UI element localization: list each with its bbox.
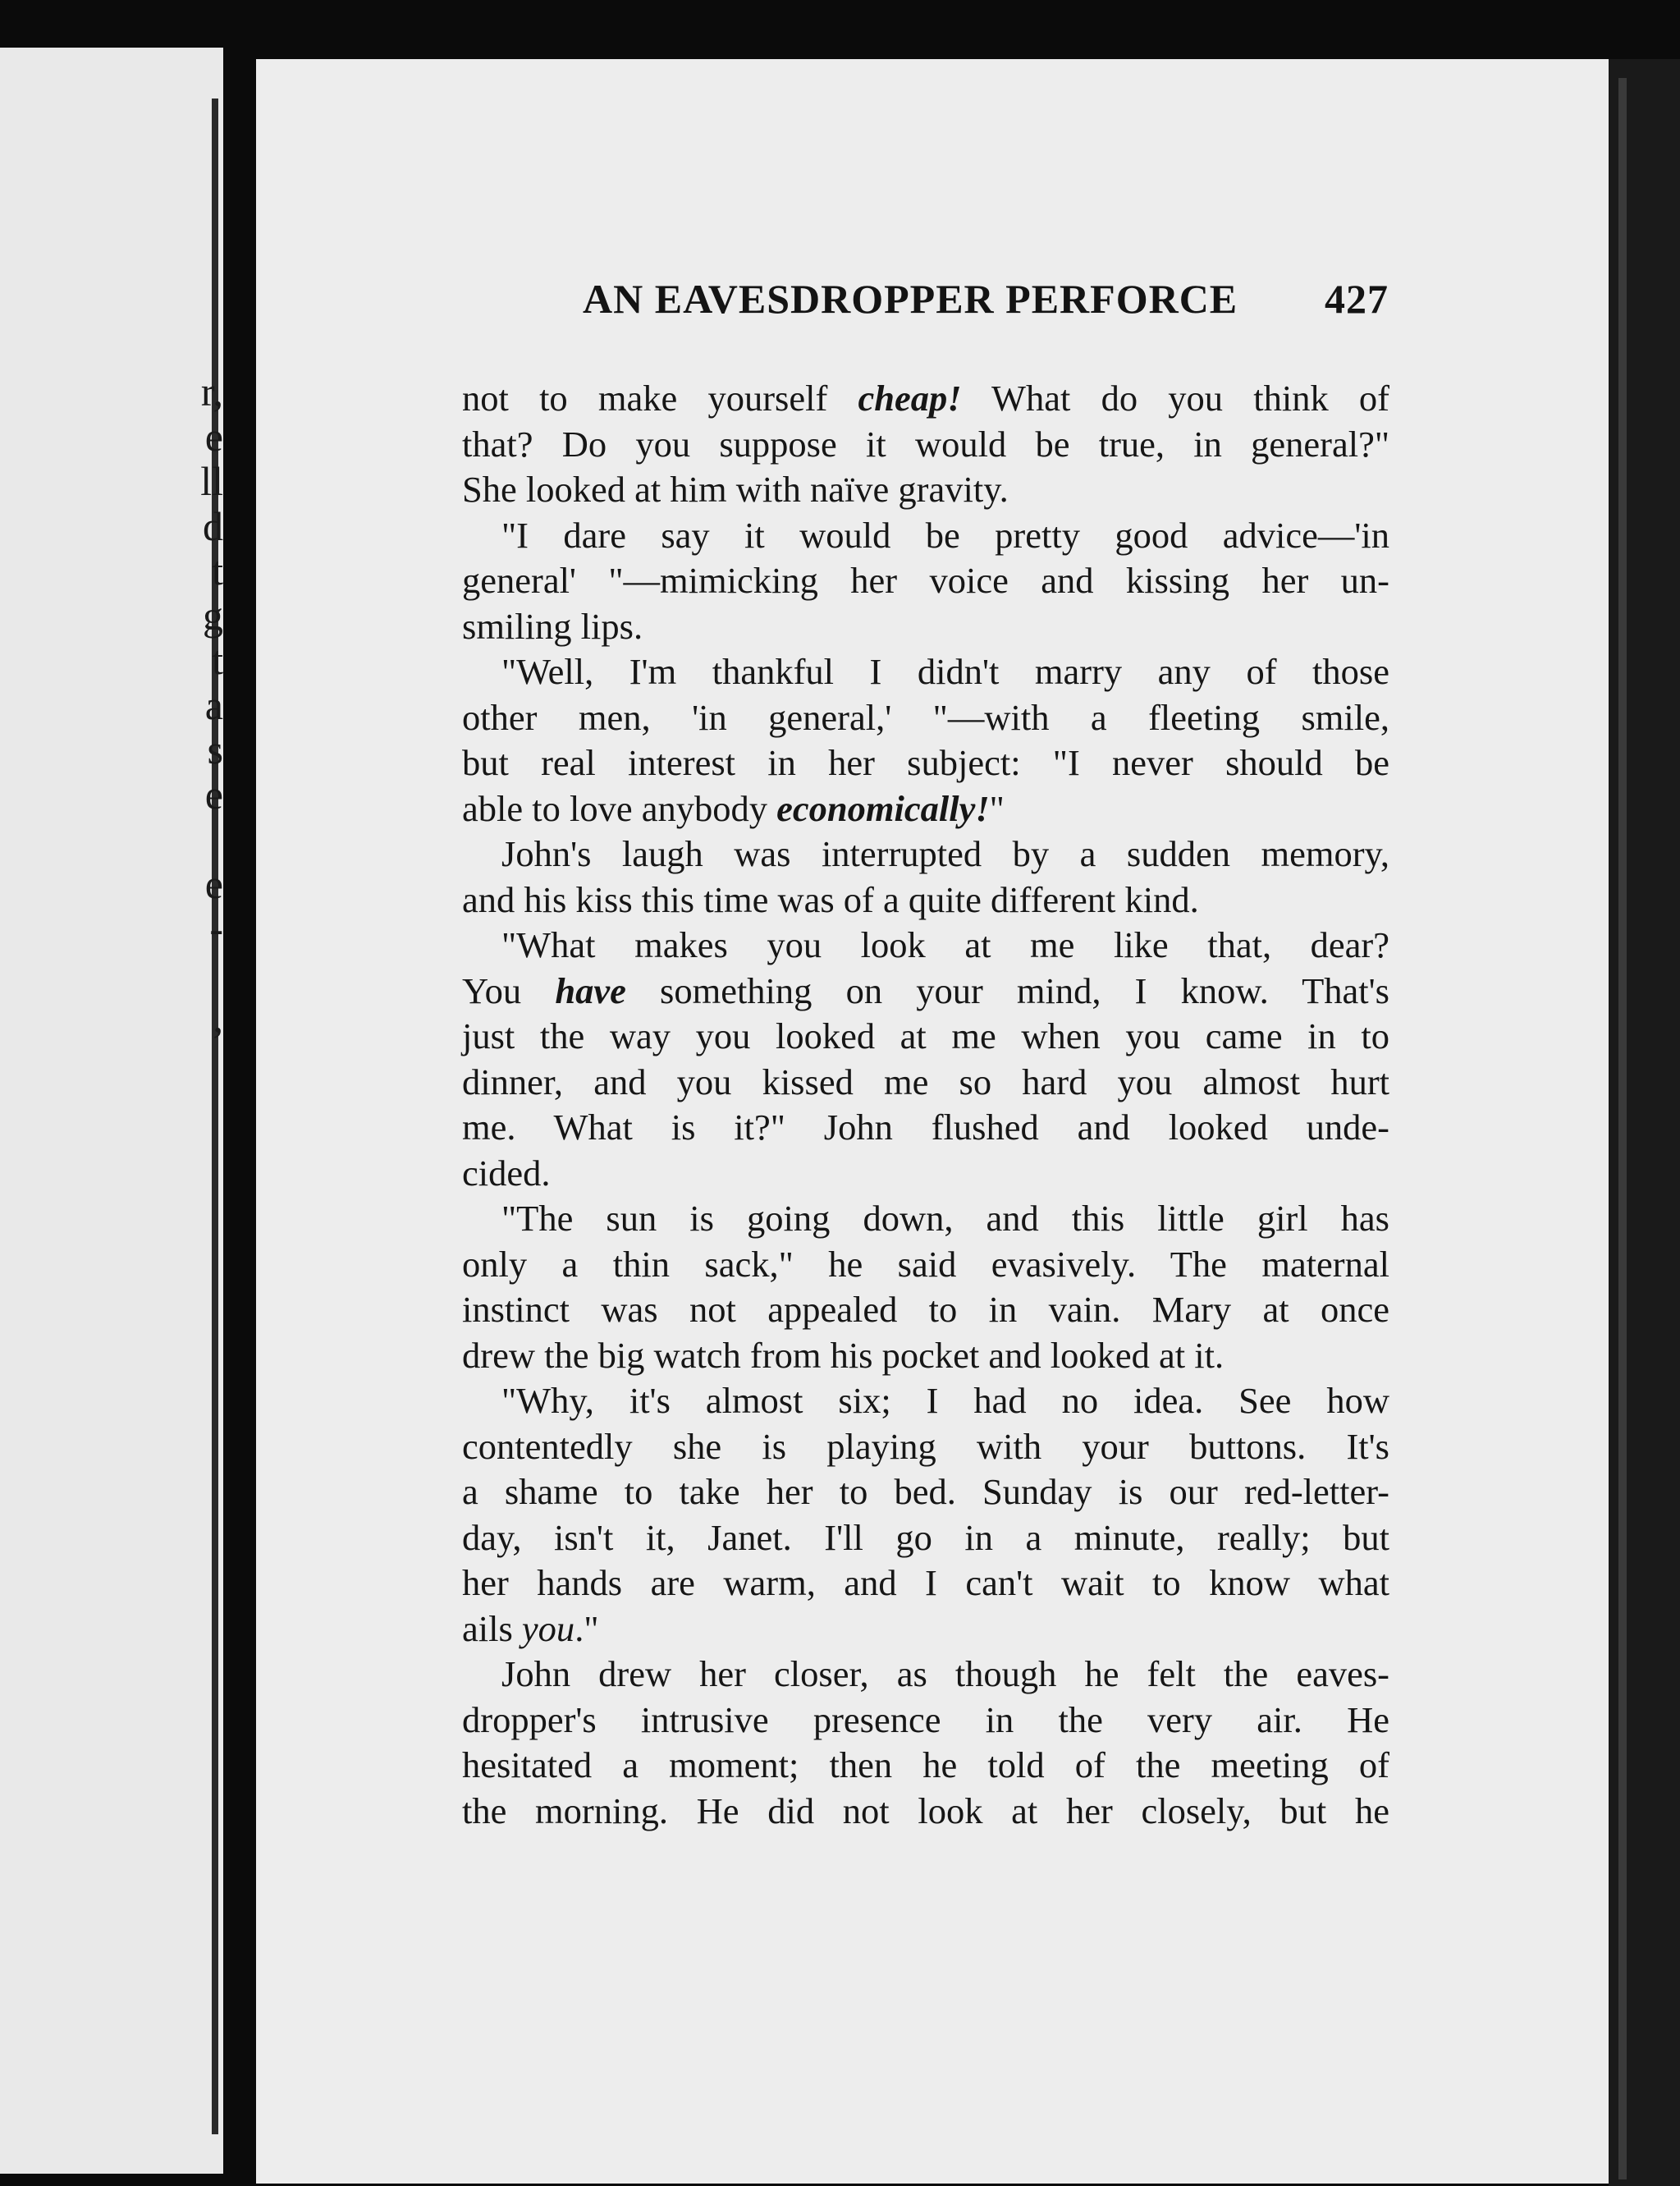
- text-segment: What do you think of: [961, 378, 1390, 419]
- emphasis: [776, 788, 990, 829]
- text-segment: dinner, and you kissed me so hard you almost hurt: [462, 1061, 1389, 1102]
- text-line: [462, 649, 1389, 695]
- emphasis: you: [521, 1607, 575, 1649]
- text-line: [462, 1424, 1389, 1470]
- text-line: [462, 1105, 1389, 1151]
- facing-page-fragment: ,: [213, 995, 223, 1041]
- text-line: [462, 923, 1389, 969]
- text-line: [462, 376, 1389, 422]
- text-segment: instinct was not appealed to in vain. Mary at once: [462, 1289, 1389, 1330]
- text-segment: "What makes you look at me like that, dear?: [501, 924, 1389, 965]
- facing-page-fragment: e: [204, 860, 223, 907]
- text-segment: able to love anybody: [462, 787, 777, 829]
- text-segment: cided.: [462, 1152, 551, 1194]
- facing-page-fragment: g: [203, 592, 223, 639]
- emphasis: [555, 970, 626, 1011]
- text-line: [462, 1789, 1389, 1835]
- facing-page-fragment: e: [204, 771, 223, 818]
- page-number: 427: [1325, 276, 1389, 322]
- text-segment: "Well, I'm thankful I didn't marry any of those: [501, 651, 1389, 692]
- facing-page-fragment: ll: [200, 458, 223, 504]
- text-line: [462, 878, 1389, 923]
- emphasis: [858, 378, 962, 419]
- text-line: [462, 740, 1389, 786]
- facing-page-fragment: e: [204, 413, 223, 460]
- facing-page-fragment: [182, 951, 223, 997]
- text-segment: John's laugh was interrupted by a sudden memory,: [501, 833, 1389, 874]
- text-line: [462, 1196, 1389, 1242]
- facing-page-text-fragments: [182, 369, 223, 1041]
- facing-page-fragment: s: [207, 726, 223, 772]
- book-binding-shadow: [1618, 78, 1627, 2179]
- text-segment: drew the big watch from his pocket and looked at it.: [462, 1334, 1225, 1376]
- text-line: [462, 1560, 1389, 1606]
- text-segment: "The sun is going down, and this little girl has: [501, 1198, 1389, 1239]
- text-segment: "I dare say it would be pretty good advice—'in: [501, 514, 1389, 556]
- text-segment: that? Do you suppose it would be true, in general?": [462, 423, 1389, 465]
- facing-page-fragment: r,: [200, 369, 223, 415]
- emphasis: economically!: [776, 787, 990, 829]
- text-line: [462, 1287, 1389, 1333]
- facing-page-fragment: t: [212, 637, 223, 683]
- text-segment: but real interest in her subject: "I never should be: [462, 742, 1389, 783]
- text-segment: dropper's intrusive presence in the very air. He: [462, 1698, 1389, 1740]
- text-line: [462, 513, 1389, 559]
- text-segment: You: [462, 969, 556, 1011]
- running-head: [583, 275, 1389, 332]
- text-line: [462, 1698, 1389, 1744]
- text-line: [462, 422, 1389, 468]
- text-line: [462, 467, 1389, 513]
- text-line: [462, 1242, 1389, 1288]
- emphasis: have: [555, 969, 626, 1011]
- body-text: [462, 376, 1389, 1834]
- facing-page-fragment: t: [212, 548, 223, 593]
- text-segment: general' "—mimicking her voice and kissing her un-: [462, 560, 1389, 601]
- text-line: [462, 695, 1389, 741]
- text-segment: only a thin sack," he said evasively. The maternal: [462, 1243, 1389, 1285]
- text-line: [462, 1060, 1389, 1106]
- text-segment: smiling lips.: [462, 605, 643, 647]
- text-line: [462, 832, 1389, 878]
- text-line: [462, 558, 1389, 604]
- text-line: [462, 786, 1389, 832]
- text-line: [462, 969, 1389, 1015]
- text-segment: and his kiss this time was of a quite different kind.: [462, 878, 1199, 920]
- facing-page-fragment: a: [204, 681, 223, 728]
- text-line: [462, 1151, 1389, 1197]
- text-segment: "Why, it's almost six; I had no idea. See how: [501, 1380, 1389, 1421]
- text-segment: other men, 'in general,' "—with a fleeting smile,: [462, 696, 1389, 738]
- running-head-title: AN EAVESDROPPER PERFORCE: [583, 276, 1238, 322]
- text-segment: ": [989, 787, 1005, 829]
- text-line: [462, 1515, 1389, 1561]
- emphasis: cheap!: [858, 378, 962, 419]
- text-segment: .": [574, 1607, 599, 1649]
- text-line: [462, 1333, 1389, 1379]
- text-segment: a shame to take her to bed. Sunday is our red-letter-: [462, 1471, 1389, 1512]
- text-segment: me. What is it?" John flushed and looked unde-: [462, 1107, 1389, 1148]
- text-line: [462, 1469, 1389, 1515]
- text-line: [462, 1606, 1389, 1652]
- text-segment: contentedly she is playing with your buttons. It's: [462, 1425, 1389, 1467]
- text-segment: She looked at him with naïve gravity.: [462, 469, 1009, 510]
- text-line: [462, 1652, 1389, 1698]
- text-segment: not to make yourself: [462, 378, 858, 419]
- text-segment: John drew her closer, as though he felt the eaves-: [501, 1653, 1389, 1694]
- text-line: [462, 1378, 1389, 1424]
- text-segment: just the way you looked at me when you came in to: [462, 1015, 1389, 1056]
- facing-page-fragment: -: [209, 905, 223, 951]
- facing-page-fragment: [182, 817, 223, 862]
- facing-page-fragment: d: [203, 502, 223, 549]
- text-line: [462, 604, 1389, 650]
- text-segment: her hands are warm, and I can't wait to know what: [462, 1562, 1389, 1603]
- text-segment: ails: [462, 1607, 522, 1649]
- text-line: [462, 1014, 1389, 1060]
- text-line: [462, 1743, 1389, 1789]
- text-segment: day, isn't it, Janet. I'll go in a minute, really; but: [462, 1516, 1389, 1558]
- facing-page-edge: [0, 48, 223, 2174]
- text-segment: something on your mind, I know. That's: [625, 969, 1389, 1011]
- text-segment: the morning. He did not look at her closely, but he: [462, 1790, 1389, 1831]
- text-segment: hesitated a moment; then he told of the meeting of: [462, 1744, 1389, 1785]
